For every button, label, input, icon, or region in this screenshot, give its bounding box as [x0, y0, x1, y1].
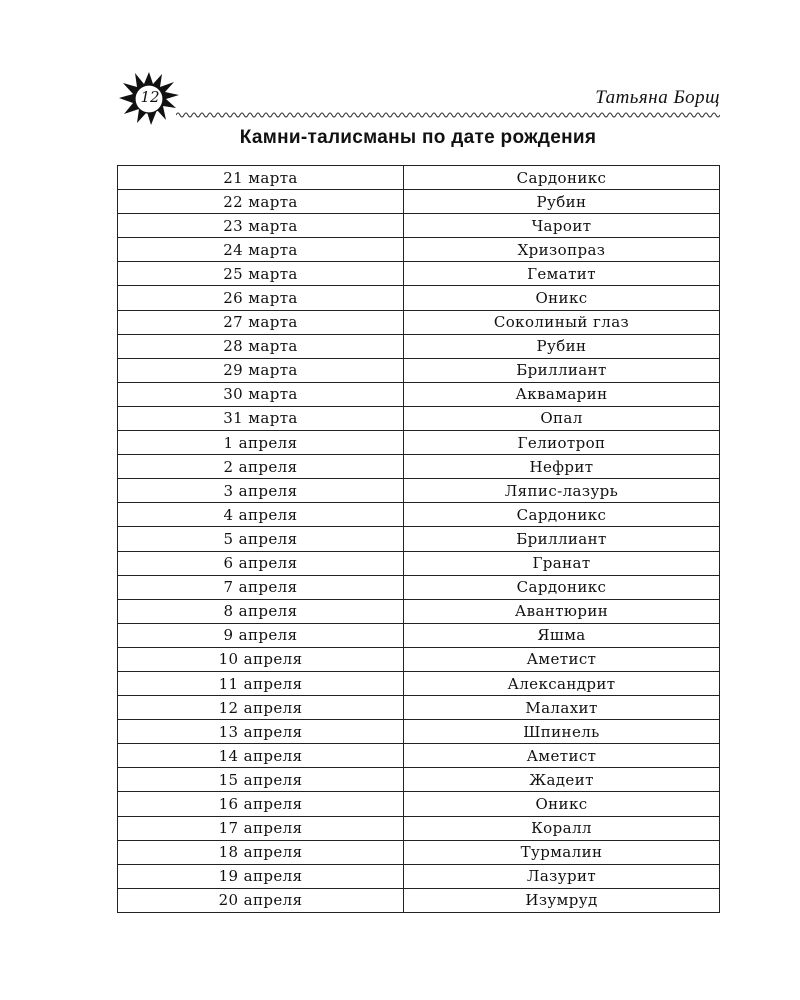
birthstone-table: [117, 165, 720, 913]
stone-cell: Ляпис-лазурь: [404, 479, 720, 503]
page-title: Камни-талисманы по дате рождения: [239, 127, 597, 148]
date-cell: 23 марта: [118, 214, 404, 238]
table-row: [118, 238, 720, 262]
stone-cell: Александрит: [404, 671, 720, 695]
date-cell: 17 апреля: [118, 816, 404, 840]
table-row: [118, 840, 720, 864]
table-row: [118, 503, 720, 527]
stone-cell: Чароит: [404, 214, 720, 238]
stone-cell: Малахит: [404, 696, 720, 720]
page-number: 12: [140, 88, 160, 106]
stone-cell: Гелиотроп: [404, 431, 720, 455]
table-row: [118, 744, 720, 768]
table-row: [118, 792, 720, 816]
date-cell: 1 апреля: [118, 431, 404, 455]
table-row: [118, 816, 720, 840]
table-row: [118, 382, 720, 406]
date-cell: 24 марта: [118, 238, 404, 262]
table-row: [118, 406, 720, 430]
stone-cell: Коралл: [404, 816, 720, 840]
table-row: [118, 166, 720, 190]
stone-cell: Аметист: [404, 647, 720, 671]
date-cell: 14 апреля: [118, 744, 404, 768]
stone-cell: Соколиный глаз: [404, 310, 720, 334]
stone-cell: Рубин: [404, 190, 720, 214]
date-cell: 9 апреля: [118, 623, 404, 647]
table-row: [118, 888, 720, 912]
page-header: [118, 70, 720, 126]
date-cell: 5 апреля: [118, 527, 404, 551]
date-cell: 10 апреля: [118, 647, 404, 671]
stone-cell: Гранат: [404, 551, 720, 575]
table-row: [118, 599, 720, 623]
stone-cell: Аквамарин: [404, 382, 720, 406]
stone-cell: Турмалин: [404, 840, 720, 864]
table-row: [118, 720, 720, 744]
table-row: [118, 647, 720, 671]
stone-cell: Сардоникс: [404, 575, 720, 599]
stone-cell: Нефрит: [404, 455, 720, 479]
date-cell: 28 марта: [118, 334, 404, 358]
table-row: [118, 455, 720, 479]
date-cell: 4 апреля: [118, 503, 404, 527]
table-row: [118, 262, 720, 286]
table-row: [118, 623, 720, 647]
table-row: [118, 310, 720, 334]
table-row: [118, 696, 720, 720]
date-cell: 21 марта: [118, 166, 404, 190]
date-cell: 15 апреля: [118, 768, 404, 792]
date-cell: 25 марта: [118, 262, 404, 286]
table-row: [118, 214, 720, 238]
table-row: [118, 431, 720, 455]
date-cell: 3 апреля: [118, 479, 404, 503]
stone-cell: Лазурит: [404, 864, 720, 888]
stone-cell: Оникс: [404, 286, 720, 310]
date-cell: 12 апреля: [118, 696, 404, 720]
stone-cell: Яшма: [404, 623, 720, 647]
table-row: [118, 527, 720, 551]
stone-cell: Сардоникс: [404, 503, 720, 527]
table-row: [118, 190, 720, 214]
date-cell: 6 апреля: [118, 551, 404, 575]
table-row: [118, 768, 720, 792]
date-cell: 22 марта: [118, 190, 404, 214]
date-cell: 8 апреля: [118, 599, 404, 623]
stone-cell: Хризопраз: [404, 238, 720, 262]
stone-cell: Гематит: [404, 262, 720, 286]
stone-cell: Изумруд: [404, 888, 720, 912]
table-row: [118, 358, 720, 382]
date-cell: 20 апреля: [118, 888, 404, 912]
date-cell: 2 апреля: [118, 455, 404, 479]
table-row: [118, 575, 720, 599]
date-cell: 16 апреля: [118, 792, 404, 816]
table-row: [118, 551, 720, 575]
table-row: [118, 286, 720, 310]
date-cell: 30 марта: [118, 382, 404, 406]
table-row: [118, 479, 720, 503]
table-row: [118, 334, 720, 358]
stone-cell: Жадеит: [404, 768, 720, 792]
stone-cell: Шпинель: [404, 720, 720, 744]
stone-cell: Аметист: [404, 744, 720, 768]
date-cell: 29 марта: [118, 358, 404, 382]
table-row: [118, 864, 720, 888]
stone-cell: Бриллиант: [404, 358, 720, 382]
stone-cell: Рубин: [404, 334, 720, 358]
date-cell: 7 апреля: [118, 575, 404, 599]
date-cell: 31 марта: [118, 406, 404, 430]
date-cell: 27 марта: [118, 310, 404, 334]
stone-cell: Бриллиант: [404, 527, 720, 551]
stone-cell: Опал: [404, 406, 720, 430]
wavy-divider: [176, 110, 720, 120]
stone-cell: Сардоникс: [404, 166, 720, 190]
date-cell: 11 апреля: [118, 671, 404, 695]
date-cell: 26 марта: [118, 286, 404, 310]
stone-cell: Оникс: [404, 792, 720, 816]
date-cell: 19 апреля: [118, 864, 404, 888]
date-cell: 13 апреля: [118, 720, 404, 744]
author-name: Татьяна Борщ: [595, 87, 720, 108]
table-row: [118, 671, 720, 695]
stone-cell: Авантюрин: [404, 599, 720, 623]
date-cell: 18 апреля: [118, 840, 404, 864]
